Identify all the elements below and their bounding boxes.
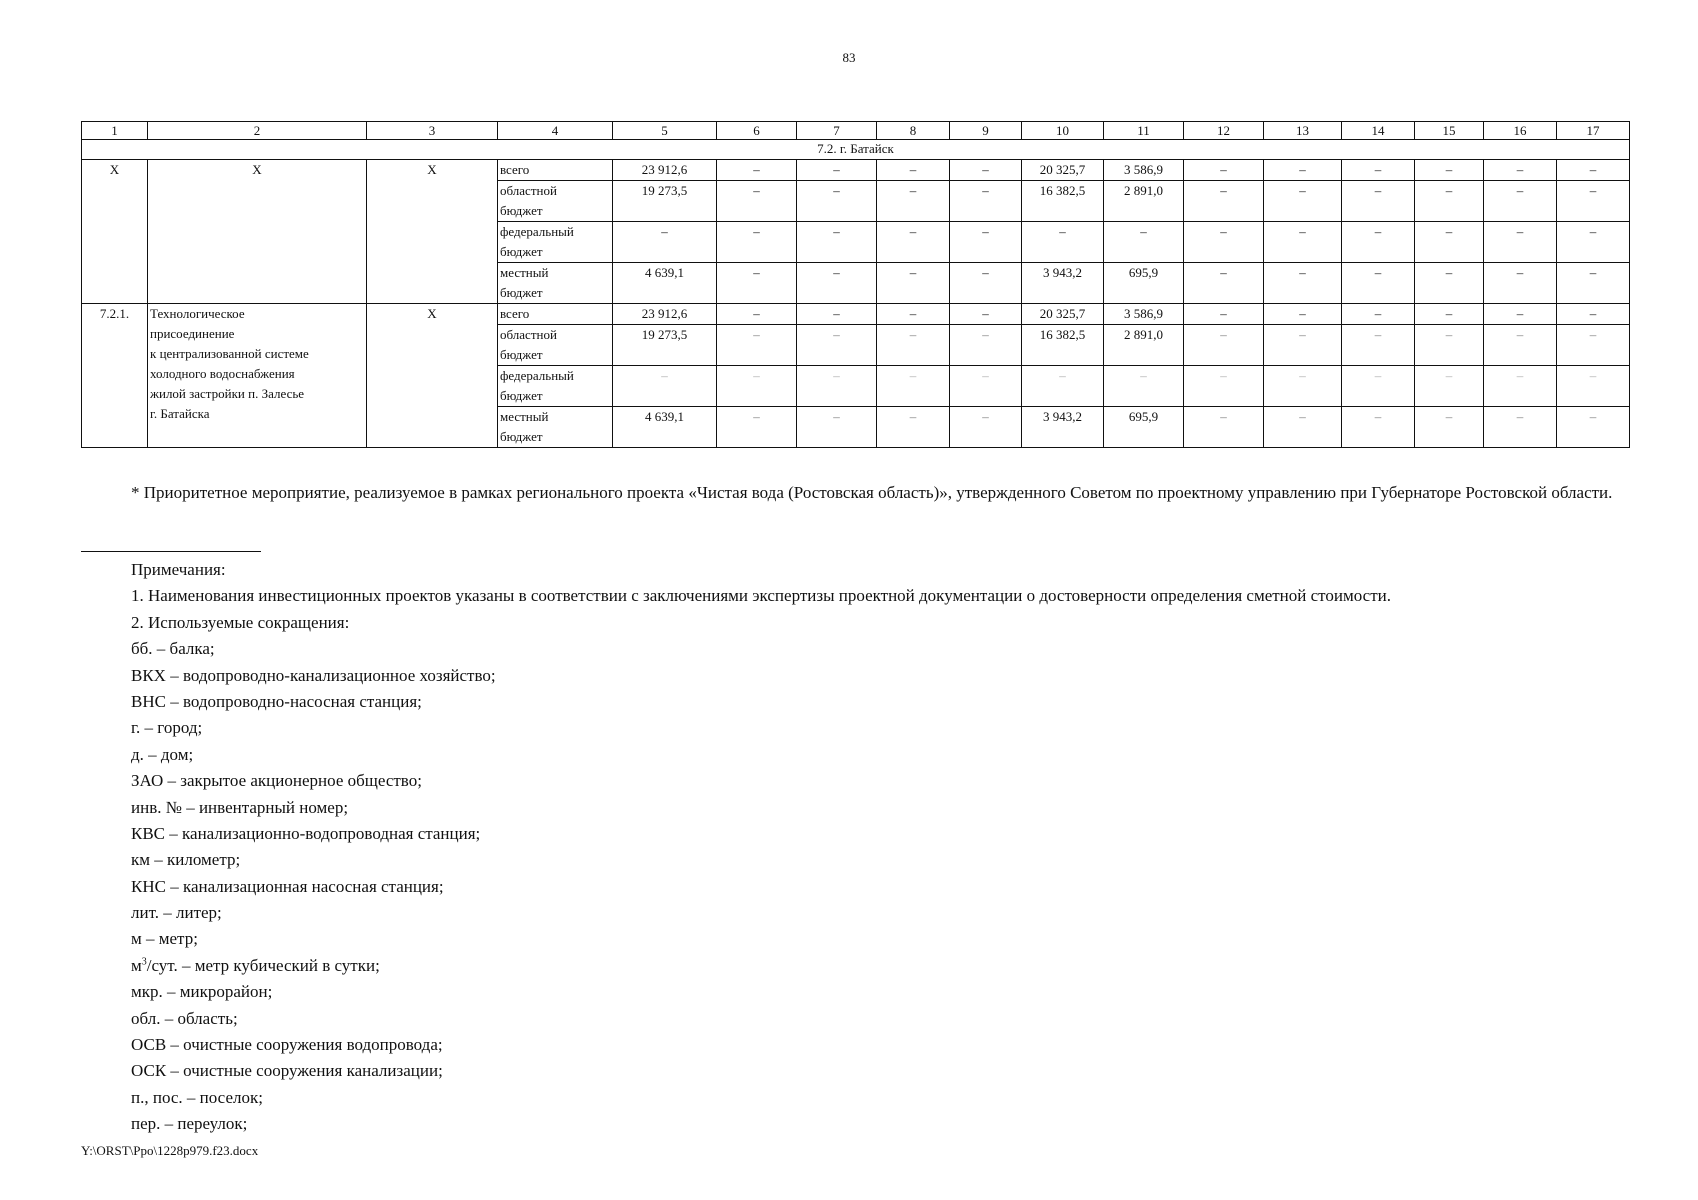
value-cell: – — [1484, 222, 1557, 263]
value-cell: 4 639,1 — [613, 263, 717, 304]
value-cell: – — [950, 325, 1022, 366]
project-name-line: холодного водоснабжения — [150, 366, 295, 381]
value-cell: – — [877, 304, 950, 325]
note-item: лит. – литер; — [131, 903, 222, 923]
value-cell: – — [1342, 407, 1415, 448]
value-cell: – — [797, 304, 877, 325]
value-cell: 695,9 — [1104, 407, 1184, 448]
note-item-cubic — [131, 953, 1651, 979]
note-item: ЗАО – закрытое акционерное общество; — [131, 771, 422, 791]
value-cell: – — [877, 407, 950, 448]
value-cell: – — [1415, 325, 1484, 366]
value-cell: – — [1342, 263, 1415, 304]
column-number: 16 — [1484, 122, 1557, 140]
value-cell: – — [1184, 160, 1264, 181]
value-cell: – — [797, 325, 877, 366]
value-cell: – — [877, 181, 950, 222]
funding-source-cell — [498, 325, 613, 366]
value-cell: – — [1022, 366, 1104, 407]
value-cell: – — [1484, 181, 1557, 222]
value-cell: – — [1415, 263, 1484, 304]
value-cell: – — [1415, 222, 1484, 263]
note-item: бб. – балка; — [131, 639, 215, 659]
table-row — [82, 160, 1630, 181]
value-cell: – — [1415, 407, 1484, 448]
value-cell: – — [717, 181, 797, 222]
value-cell: – — [950, 263, 1022, 304]
funding-source-line: федеральный — [500, 224, 574, 239]
notes-title: Примечания: — [131, 560, 226, 579]
value-cell: – — [1184, 263, 1264, 304]
footnote: * Приоритетное мероприятие, реализуемое в рамках регионального проекта «Чистая вода (Ростовская область)», утвержденного Советом по проектному управлению при Губернаторе Ростовской области. — [131, 483, 1613, 502]
value-cell: – — [797, 366, 877, 407]
funding-source-cell — [498, 304, 613, 325]
funding-source-line: бюджет — [500, 203, 543, 218]
funding-source-line: бюджет — [500, 347, 543, 362]
value-cell: 2 891,0 — [1104, 181, 1184, 222]
value-cell: 16 382,5 — [1022, 325, 1104, 366]
note-item: ВНС – водопроводно-насосная станция; — [131, 691, 422, 711]
note-item: д. – дом; — [131, 744, 194, 764]
value-cell: – — [1342, 181, 1415, 222]
funding-source-cell — [498, 366, 613, 407]
value-cell: – — [1415, 304, 1484, 325]
project-name-line: Технологическое — [150, 306, 245, 321]
value-cell: – — [877, 366, 950, 407]
value-cell: – — [1342, 160, 1415, 181]
value-cell: 23 912,6 — [613, 160, 717, 181]
note-item: ВКХ – водопроводно-канализационное хозяйство; — [131, 665, 496, 685]
value-cell: – — [1415, 160, 1484, 181]
value-cell: 2 891,0 — [1104, 325, 1184, 366]
note-item: КНС – канализационная насосная станция; — [131, 876, 444, 896]
value-cell: – — [1264, 304, 1342, 325]
value-cell: 3 586,9 — [1104, 160, 1184, 181]
note-item: км – километр; — [131, 850, 241, 870]
funding-source-line: бюджет — [500, 429, 543, 444]
column-number-row — [82, 122, 1630, 140]
project-name-cell — [148, 304, 367, 448]
value-cell: 695,9 — [1104, 263, 1184, 304]
table-row — [82, 304, 1630, 325]
funding-source-line: областной — [500, 183, 557, 198]
value-cell: – — [1484, 160, 1557, 181]
value-cell: – — [1557, 222, 1630, 263]
value-cell: – — [950, 407, 1022, 448]
value-cell: – — [1184, 181, 1264, 222]
value-cell: – — [1264, 325, 1342, 366]
value-cell: – — [1484, 407, 1557, 448]
note-item: п., пос. – поселок; — [131, 1087, 263, 1107]
funding-source-line: областной — [500, 327, 557, 342]
value-cell: – — [717, 222, 797, 263]
funding-source-line: федеральный — [500, 368, 574, 383]
value-cell: 3 943,2 — [1022, 263, 1104, 304]
value-cell: – — [613, 222, 717, 263]
item-number-cell: Х — [82, 160, 148, 304]
value-cell: – — [1104, 222, 1184, 263]
note-item: 2. Используемые сокращения: — [131, 612, 350, 632]
funding-source-line: всего — [500, 162, 530, 177]
column-number: 6 — [717, 122, 797, 140]
note-item: КВС – канализационно-водопроводная станция; — [131, 823, 481, 843]
funding-source-line: всего — [500, 306, 530, 321]
value-cell: – — [1264, 407, 1342, 448]
executor-cell: Х — [367, 160, 498, 304]
funding-source-cell — [498, 160, 613, 181]
column-number: 9 — [950, 122, 1022, 140]
value-cell: – — [717, 407, 797, 448]
value-cell: – — [950, 181, 1022, 222]
note-item: ОСВ – очистные сооружения водопровода; — [131, 1035, 443, 1055]
funding-source-line: местный — [500, 409, 549, 424]
column-number: 10 — [1022, 122, 1104, 140]
column-number: 3 — [367, 122, 498, 140]
note-item: ОСК – очистные сооружения канализации; — [131, 1061, 443, 1081]
column-number: 15 — [1415, 122, 1484, 140]
cubic-superscript: 3 — [141, 956, 147, 968]
value-cell: – — [717, 325, 797, 366]
value-cell: – — [1022, 222, 1104, 263]
value-cell: – — [1264, 263, 1342, 304]
page-number: 83 — [842, 50, 856, 65]
column-number: 13 — [1264, 122, 1342, 140]
value-cell: – — [1557, 304, 1630, 325]
funding-source-line: местный — [500, 265, 549, 280]
value-cell: – — [717, 160, 797, 181]
value-cell: – — [1184, 407, 1264, 448]
value-cell: – — [1557, 160, 1630, 181]
value-cell: – — [1484, 366, 1557, 407]
column-number: 12 — [1184, 122, 1264, 140]
value-cell: – — [1264, 181, 1342, 222]
value-cell: – — [717, 263, 797, 304]
funding-source-line: бюджет — [500, 244, 543, 259]
value-cell: – — [1557, 263, 1630, 304]
value-cell: – — [1415, 181, 1484, 222]
value-cell: – — [1264, 222, 1342, 263]
project-name-cell — [148, 160, 367, 304]
footnote-separator — [81, 551, 261, 552]
value-cell: – — [1557, 325, 1630, 366]
value-cell: – — [797, 263, 877, 304]
value-cell: – — [1184, 366, 1264, 407]
cubic-prefix: м — [131, 955, 142, 975]
value-cell: – — [950, 304, 1022, 325]
value-cell: – — [877, 263, 950, 304]
value-cell: – — [1484, 304, 1557, 325]
funding-source-cell — [498, 181, 613, 222]
value-cell: 3 586,9 — [1104, 304, 1184, 325]
value-cell: – — [950, 366, 1022, 407]
item-number-cell: 7.2.1. — [82, 304, 148, 448]
column-number: 8 — [877, 122, 950, 140]
value-cell: – — [717, 304, 797, 325]
value-cell: 20 325,7 — [1022, 304, 1104, 325]
value-cell: – — [950, 160, 1022, 181]
value-cell: – — [1342, 325, 1415, 366]
section-title: 7.2. г. Батайск — [82, 140, 1630, 160]
value-cell: – — [1342, 222, 1415, 263]
value-cell: – — [1264, 366, 1342, 407]
file-path: Y:\ORST\Ppo\1228p979.f23.docx — [81, 1143, 259, 1158]
funding-source-cell — [498, 222, 613, 263]
note-item: мкр. – микрорайон; — [131, 982, 273, 1002]
column-number: 17 — [1557, 122, 1630, 140]
note-item: 1. Наименования инвестиционных проектов указаны в соответствии с заключениями экспертизы проектной документации о достоверности определения сметной стоимости. — [131, 586, 1391, 606]
value-cell: 3 943,2 — [1022, 407, 1104, 448]
value-cell: – — [797, 181, 877, 222]
value-cell: – — [797, 222, 877, 263]
value-cell: – — [1557, 407, 1630, 448]
value-cell: – — [1104, 366, 1184, 407]
value-cell: 4 639,1 — [613, 407, 717, 448]
funding-source-cell — [498, 263, 613, 304]
note-item: обл. – область; — [131, 1008, 238, 1028]
value-cell: 20 325,7 — [1022, 160, 1104, 181]
value-cell: – — [1184, 304, 1264, 325]
note-item: м – метр; — [131, 929, 198, 949]
value-cell: 19 273,5 — [613, 181, 717, 222]
value-cell: 19 273,5 — [613, 325, 717, 366]
project-name-line: Х — [252, 162, 262, 177]
project-name-line: к централизованной системе — [150, 346, 309, 361]
value-cell: – — [717, 366, 797, 407]
notes-list — [131, 557, 1651, 1138]
column-number: 1 — [82, 122, 148, 140]
note-item: г. – город; — [131, 718, 203, 738]
value-cell: – — [1557, 181, 1630, 222]
funding-source-line: бюджет — [500, 388, 543, 403]
value-cell: 23 912,6 — [613, 304, 717, 325]
cubic-rest: /сут. – метр кубический в сутки; — [146, 955, 380, 975]
value-cell: – — [950, 222, 1022, 263]
column-number: 14 — [1342, 122, 1415, 140]
value-cell: – — [877, 325, 950, 366]
value-cell: – — [1557, 366, 1630, 407]
funding-source-line: бюджет — [500, 285, 543, 300]
funding-source-cell — [498, 407, 613, 448]
column-number: 5 — [613, 122, 717, 140]
value-cell: 16 382,5 — [1022, 181, 1104, 222]
column-number: 11 — [1104, 122, 1184, 140]
project-name-line: жилой застройки п. Залесье — [150, 386, 305, 401]
project-name-line: присоединение — [150, 326, 235, 341]
value-cell: – — [1484, 325, 1557, 366]
project-name-line: г. Батайска — [150, 406, 210, 421]
value-cell: – — [877, 160, 950, 181]
value-cell: – — [1342, 366, 1415, 407]
value-cell: – — [1184, 222, 1264, 263]
value-cell: – — [1415, 366, 1484, 407]
column-number: 4 — [498, 122, 613, 140]
note-item: пер. – переулок; — [131, 1114, 248, 1134]
value-cell: – — [1264, 160, 1342, 181]
value-cell: – — [1184, 325, 1264, 366]
budget-table — [81, 121, 1630, 448]
value-cell: – — [613, 366, 717, 407]
table-body — [82, 122, 1630, 448]
value-cell: – — [797, 160, 877, 181]
value-cell: – — [1342, 304, 1415, 325]
note-item: инв. № – инвентарный номер; — [131, 797, 349, 817]
column-number: 7 — [797, 122, 877, 140]
value-cell: – — [877, 222, 950, 263]
value-cell: – — [797, 407, 877, 448]
section-row — [82, 140, 1630, 160]
column-number: 2 — [148, 122, 367, 140]
executor-cell: Х — [367, 304, 498, 448]
value-cell: – — [1484, 263, 1557, 304]
